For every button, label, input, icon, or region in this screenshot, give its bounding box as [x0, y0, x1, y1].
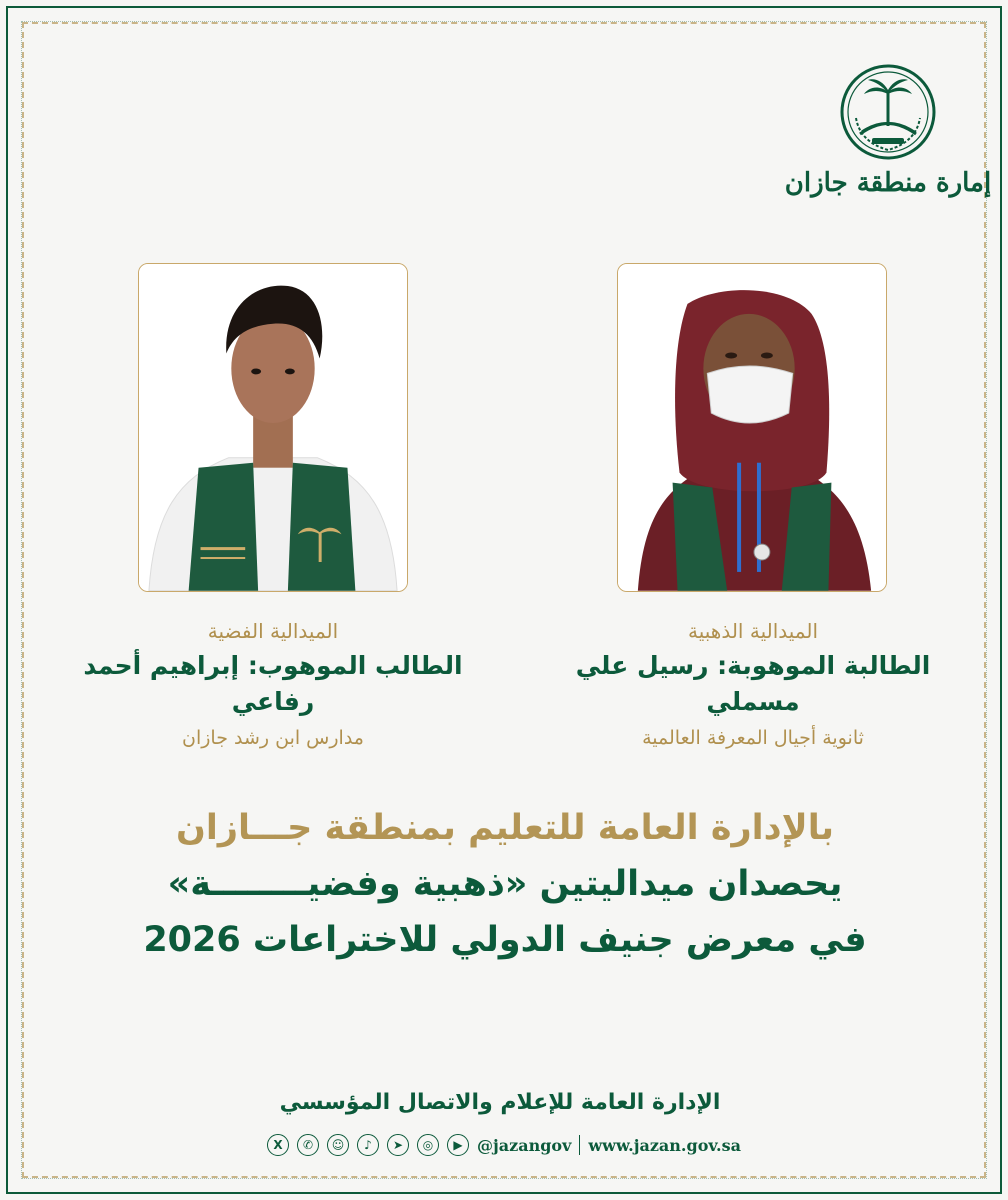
- footer-contacts: [0, 1134, 1008, 1156]
- caption-gold: [543, 618, 963, 752]
- whatsapp-icon[interactable]: ✆: [297, 1134, 319, 1156]
- snapchat-icon[interactable]: ☺: [327, 1134, 349, 1156]
- student-name: الطالبة الموهوبة: رسيل علي مسملي: [575, 651, 931, 716]
- youtube-icon[interactable]: ▶: [447, 1134, 469, 1156]
- instagram-icon[interactable]: ◎: [417, 1134, 439, 1156]
- x-icon[interactable]: X: [267, 1134, 289, 1156]
- headline-line-2: يحصدان ميداليتين «ذهبية وفضيــــــــة»: [167, 864, 843, 904]
- school-name: مدارس ابن رشد جازان: [182, 727, 364, 749]
- website-link[interactable]: www.jazan.gov.sa: [588, 1135, 741, 1155]
- headline: [140, 800, 870, 968]
- caption-silver: [63, 618, 483, 752]
- social-handle[interactable]: @jazangov: [477, 1135, 572, 1155]
- medal-label: الميدالية الذهبية: [688, 619, 818, 643]
- emirate-logo: [784, 62, 992, 212]
- saudi-emblem-icon: [838, 62, 938, 166]
- headline-line-1: بالإدارة العامة للتعليم بمنطقة جـــازان: [176, 808, 834, 848]
- school-name: ثانوية أجيال المعرفة العالمية: [642, 727, 864, 749]
- student-photo-gold: [617, 263, 887, 592]
- footer-title: الإدارة العامة للإعلام والاتصال المؤسسي: [279, 1090, 721, 1115]
- medal-label: الميدالية الفضية: [207, 619, 339, 643]
- telegram-icon[interactable]: ➤: [387, 1134, 409, 1156]
- headline-line-3: في معرض جنيف الدولي للاختراعات 2026: [143, 920, 867, 960]
- student-name: الطالب الموهوب: إبراهيم أحمد رفاعي: [83, 651, 463, 716]
- divider: [579, 1135, 580, 1155]
- tiktok-icon[interactable]: ♪: [357, 1134, 379, 1156]
- student-photo-silver: [138, 263, 408, 592]
- logo-text: إمارة منطقة جازان: [784, 168, 992, 198]
